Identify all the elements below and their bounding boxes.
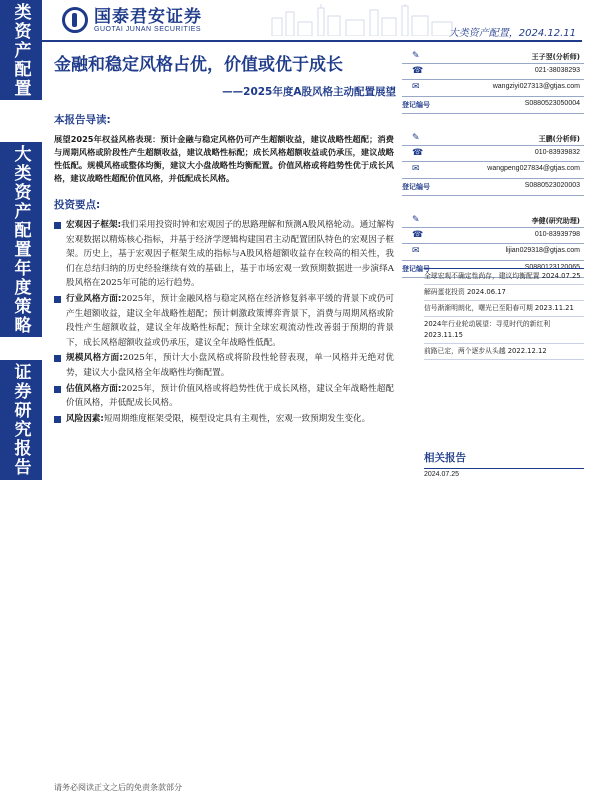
point-item — [54, 292, 394, 350]
email-icon: ✉ — [412, 164, 420, 174]
analyst-email[interactable]: lijian029318@gtjas.com — [505, 247, 580, 254]
analyst-email[interactable]: wangpeng027834@gtjas.com — [487, 165, 580, 172]
analyst-phone: 010-83939832 — [534, 149, 580, 156]
related-reports-divider — [424, 468, 584, 469]
company-logo — [62, 7, 202, 33]
point-text: 我们采用投资时钟和宏观因子的思路理解和预测A股风格轮动。通过解构宏观数据以精炼核心指标，并基于经济学逻辑构建国君主动配置团队特色的宏观因子框架。历史上，基于宏观因子框架生成的指标与A股风格超额收益存在较高的相关性，我们在总结归纳的历史经验继续有效的基础上，基于市场宏观一致预期数据进一步演绎A股风格在2025年可能的运行趋势。 — [66, 220, 394, 289]
analyst-cert: S0880123120065 — [524, 264, 580, 271]
header-category-date: 大类资产配置，2024.12.11 — [448, 28, 576, 39]
related-report-date: 2024.07.25 — [424, 471, 460, 478]
email-icon: ✉ — [412, 82, 420, 92]
point-item — [54, 351, 394, 380]
bullet-square-icon — [54, 222, 61, 229]
left-sidebar — [0, 0, 42, 800]
analyst-name: 李健(研究助理) — [531, 217, 580, 225]
phone-icon: ☎ — [412, 230, 424, 240]
analyst-email[interactable]: wangziyi027313@gtjas.com — [492, 83, 580, 90]
gtja-logo-icon — [62, 7, 88, 33]
header-divider — [42, 40, 582, 42]
sidebar-label-category: 类资产配置 — [10, 2, 31, 98]
analyst-name: 王鹏(分析师) — [538, 135, 580, 143]
point-text: 2025年，预计大小盘风格或将阶段性轮替表现，单一风格并无绝对优势，建议大小盘风格全年战略性均衡配置。 — [66, 353, 395, 378]
city-skyline-decoration — [262, 4, 462, 36]
bullet-square-icon — [54, 296, 61, 303]
company-name-en: GUOTAI JUNAN SECURITIES — [94, 25, 202, 33]
cert-label: 登记编号 — [402, 265, 430, 273]
sidebar-label-securities-report: 证券研究报告 — [10, 363, 31, 477]
report-subtitle: ——2025年度A股风格主动配置展望 — [222, 86, 396, 98]
sidebar-block-category — [0, 0, 42, 100]
main-content — [54, 112, 394, 427]
point-item — [54, 382, 394, 411]
point-text: 2025年，预计价值风格或将趋势性优于成长风格，建议全年战略性超配价值风格，并低配成长风格。 — [66, 383, 394, 409]
point-head: 风险因素: — [66, 413, 104, 424]
page-header — [42, 0, 600, 40]
related-report-item[interactable]: 2024年行业轮动展望：寻觅时代的新红利 2023.11.15 — [424, 317, 584, 344]
sidebar-label-report-type: 大类资产配置年度策略 — [10, 144, 31, 335]
related-report-item[interactable]: 信号渐渐明朗化，曙光已至阳春可期 2023.11.21 — [424, 301, 584, 317]
analyst-name: 王子翌(分析师) — [531, 53, 580, 61]
related-reports-heading: 相关报告 — [424, 452, 466, 464]
analyst-column — [402, 48, 584, 294]
disclaimer-footer: 请务必阅读正文之后的免责条款部分 — [54, 783, 182, 792]
company-name-cn: 国泰君安证券 — [94, 6, 202, 27]
point-item — [54, 412, 394, 427]
sidebar-block-securities-report — [0, 360, 42, 480]
cert-label: 登记编号 — [402, 183, 430, 191]
analyst-phone: 021-38038293 — [534, 67, 580, 74]
analyst-cert: S0880523050004 — [524, 100, 580, 107]
person-icon: ✎ — [412, 215, 420, 225]
cert-label: 登记编号 — [402, 101, 430, 109]
person-icon: ✎ — [412, 133, 420, 143]
point-head: 行业风格方面: — [66, 293, 122, 304]
bullet-square-icon — [54, 416, 61, 423]
point-head: 估值风格方面: — [66, 383, 122, 394]
sidebar-block-report-type — [0, 142, 42, 337]
person-icon: ✎ — [412, 51, 420, 61]
analyst-phone: 010-83939798 — [534, 231, 580, 238]
point-item — [54, 218, 394, 291]
bullet-square-icon — [54, 386, 61, 393]
related-reports-list — [424, 268, 584, 360]
related-report-item[interactable]: 前路已定，两个逐步从头越 2022.12.12 — [424, 344, 584, 360]
point-head: 宏观因子框架: — [66, 220, 122, 230]
phone-icon: ☎ — [412, 148, 424, 158]
point-text: 短周期维度框架受限，模型设定具有主观性，宏观一致预期发生变化。 — [103, 413, 371, 424]
phone-icon: ☎ — [412, 66, 424, 76]
points-heading: 投资要点: — [54, 199, 101, 211]
analyst-card — [402, 48, 584, 130]
related-report-item[interactable]: 解码蛋花投资 2024.06.17 — [424, 285, 584, 301]
report-title: 金融和稳定风格占优，价值或优于成长 — [54, 55, 343, 75]
analyst-card — [402, 130, 584, 212]
analyst-cert: S0880523020003 — [524, 182, 580, 189]
guide-text: 展望2025年权益风格表现：预计金融与稳定风格仍可产生超额收益，建议战略性超配；消费与周期风格或阶段性产生超额收益，建议战略性标配；成长风格超额收益或仍承压，建议战略性低配。规模风格或整体均衡，建议大小盘战略性均衡配置。价值风格或将趋势性优于成长风格，建议战略性超配价值风格，并低配成长风格。 — [54, 134, 394, 183]
point-text: 2025年，预计金融风格与稳定风格在经济修复斜率平缓的背景下或仍可产生超额收益，建议全年战略性超配；预计刺激政策博弈背景下，消费与周期风格或阶段性产生超额收益，建议全年战略性标配；预计全球宏观流动性改善弱于预期的背景下，成长风格超额收益或仍承压，建议全年战略性低配。 — [66, 293, 394, 348]
related-report-item[interactable]: 全球宏观不确定性尚存，建议均衡配置 2024.07.25 — [424, 268, 584, 285]
bullet-square-icon — [54, 355, 61, 362]
guide-heading: 本报告导读: — [54, 114, 111, 126]
point-head: 规模风格方面: — [66, 353, 123, 364]
email-icon: ✉ — [412, 246, 420, 256]
